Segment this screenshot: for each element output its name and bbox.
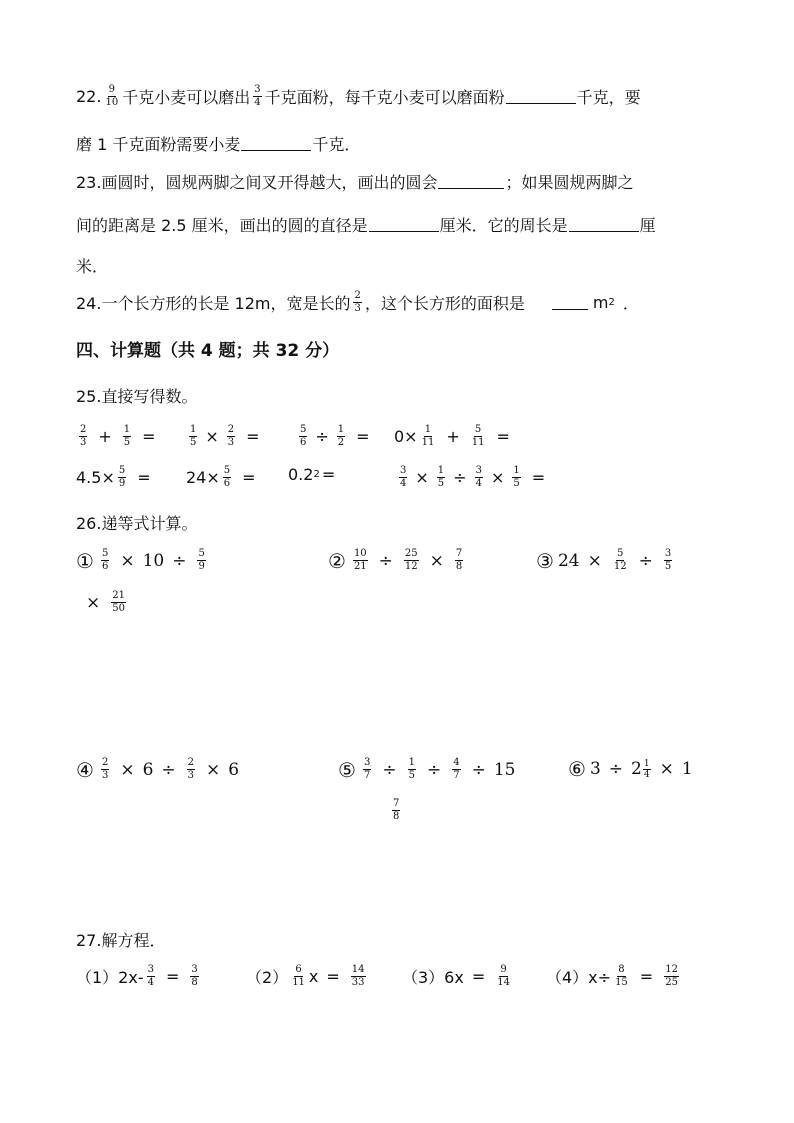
numerator: 10 <box>353 548 367 559</box>
denominator: 33 <box>351 977 365 988</box>
math-token: 4.5× <box>76 468 115 487</box>
numerator: 8 <box>618 964 625 975</box>
question-text: 千克小麦可以磨出 <box>122 88 251 107</box>
math-token: × <box>120 759 135 780</box>
numerator: 1 <box>337 424 345 435</box>
section-heading: 四、计算题（共 4 题；共 32 分） <box>76 341 340 361</box>
fraction <box>363 757 371 782</box>
math-token: × <box>120 550 135 571</box>
numerator: 1 <box>190 424 197 435</box>
math-token: ÷ <box>161 759 176 780</box>
math-token: 2 <box>313 469 320 480</box>
denominator: 3 <box>227 437 235 448</box>
math-token: = <box>137 468 151 487</box>
numerator: 1 <box>424 424 432 435</box>
math-token: ÷ <box>471 759 486 780</box>
math-token: = <box>321 465 336 484</box>
q26-problem-1 <box>76 548 209 573</box>
item-marker: ① <box>76 548 94 573</box>
math-token: = <box>142 427 156 446</box>
math-token: × <box>587 550 602 571</box>
fraction <box>337 424 345 449</box>
unit-exponent: 2 <box>608 297 615 308</box>
denominator: 12 <box>613 561 627 572</box>
math-token: = <box>242 468 256 487</box>
denominator: 4 <box>400 478 407 489</box>
answer-blank[interactable] <box>438 174 504 189</box>
fraction <box>197 548 205 573</box>
answer-blank[interactable] <box>552 295 588 310</box>
math-token: ÷ <box>426 759 442 780</box>
q25-row2-a <box>76 465 159 490</box>
math-token: （3）6x <box>402 968 464 987</box>
question-text: 米． <box>76 257 109 276</box>
denominator: 50 <box>112 603 125 614</box>
question-text: 23.画圆时，圆规两脚之间叉开得越大，画出的圆会 <box>76 173 438 192</box>
answer-blank[interactable] <box>369 217 439 232</box>
punctuation: ． <box>622 294 639 313</box>
answer-blank[interactable] <box>569 217 639 232</box>
fraction <box>299 424 307 449</box>
numerator: 21 <box>112 590 125 601</box>
denominator: 14 <box>497 977 510 988</box>
denominator: 11 <box>292 977 305 988</box>
math-token: = <box>356 427 370 446</box>
numerator: 3 <box>254 84 261 95</box>
math-token: = <box>531 468 546 487</box>
math-token: = <box>246 427 260 446</box>
q26-problem-5-cont <box>389 798 403 823</box>
math-token: × <box>429 550 444 571</box>
math-token: = <box>471 967 486 986</box>
numerator: 9 <box>500 964 507 975</box>
numerator: 5 <box>198 548 205 559</box>
q26-problem-2 <box>328 548 466 573</box>
q26-problem-1-cont <box>86 590 129 615</box>
fraction <box>147 964 155 989</box>
q23-line2 <box>76 213 656 236</box>
math-token: × <box>206 759 221 780</box>
numerator: 3 <box>400 465 407 476</box>
math-token: + <box>98 427 112 446</box>
q27-equation-3 <box>402 964 514 989</box>
denominator: 12 <box>404 561 418 572</box>
q26-problem-5 <box>338 757 515 782</box>
math-token: x <box>308 967 319 986</box>
fraction <box>399 465 407 490</box>
question-text: 间的距离是 2.5 厘米，画出的圆的直径是 <box>76 216 368 235</box>
math-token: 0.2 <box>288 465 314 484</box>
question-text: 千克面粉，每千克小麦可以磨面粉 <box>264 88 505 107</box>
denominator: 25 <box>665 977 678 988</box>
numerator: 2 <box>101 757 109 768</box>
item-marker: ④ <box>76 757 94 782</box>
question-number: 22. <box>76 87 102 106</box>
q27-title: 27.解方程． <box>76 931 166 950</box>
numerator: 12 <box>665 964 678 975</box>
denominator: 7 <box>363 770 371 781</box>
q26-problem-4 <box>76 757 239 782</box>
q27-equation-2 <box>246 964 369 989</box>
fraction <box>452 757 460 782</box>
question-text: ；如果圆规两脚之 <box>505 173 634 192</box>
question-text: 千克． <box>312 135 361 154</box>
denominator: 9 <box>118 478 126 489</box>
numerator: 9 <box>108 84 115 95</box>
q25-title: 25.直接写得数。 <box>76 387 198 406</box>
numerator: 1 <box>513 465 520 476</box>
question-text: 厘 <box>639 216 656 235</box>
fraction <box>392 798 400 823</box>
math-token: 1 <box>681 759 693 779</box>
q23-line1 <box>76 170 633 193</box>
numerator: 5 <box>474 424 482 435</box>
numerator: 5 <box>101 548 109 559</box>
math-token: 3 <box>589 759 601 779</box>
fraction <box>291 964 306 989</box>
item-marker: ③ <box>536 548 554 573</box>
numerator: 5 <box>118 465 126 476</box>
fraction <box>496 964 511 989</box>
numerator: 3 <box>191 964 198 975</box>
q26-problem-6 <box>568 757 693 781</box>
numerator: 6 <box>295 964 302 975</box>
q25-row1-a <box>76 424 164 449</box>
numerator: 2 <box>187 757 195 768</box>
q27-equation-4 <box>546 964 682 989</box>
fraction <box>437 465 445 490</box>
math-token: （2） <box>246 968 289 987</box>
denominator: 7 <box>453 770 460 781</box>
math-token: 6 <box>228 759 240 780</box>
numerator: 3 <box>147 964 154 975</box>
denominator: 8 <box>455 561 463 572</box>
math-token: 24 <box>557 550 580 571</box>
fraction <box>123 424 131 449</box>
numerator: 14 <box>351 964 365 975</box>
fraction <box>101 757 109 782</box>
denominator: 6 <box>223 478 231 489</box>
math-token: × <box>205 427 219 446</box>
denominator: 11 <box>421 437 435 448</box>
fraction <box>189 424 197 449</box>
fraction <box>614 964 629 989</box>
fraction <box>353 548 368 573</box>
denominator: 5 <box>513 478 520 489</box>
fraction <box>455 548 463 573</box>
fraction <box>664 964 679 989</box>
math-token: ÷ <box>453 468 467 487</box>
fraction <box>664 548 672 573</box>
math-token: × <box>86 592 101 613</box>
numerator: 1 <box>123 424 131 435</box>
denominator: 3 <box>101 770 109 781</box>
math-token: × <box>415 468 429 487</box>
denominator: 4 <box>643 769 650 780</box>
numerator: 2 <box>80 424 87 435</box>
fraction <box>351 964 366 989</box>
denominator: 15 <box>615 977 628 988</box>
math-token: ÷ <box>382 759 397 780</box>
denominator: 5 <box>123 437 131 448</box>
numerator: 7 <box>393 798 400 809</box>
math-token: （4）x÷ <box>546 968 612 987</box>
math-token: + <box>446 427 460 446</box>
numerator: 3 <box>475 465 482 476</box>
fraction <box>223 465 231 490</box>
numerator: 3 <box>664 548 672 559</box>
fraction <box>471 424 486 449</box>
denominator: 5 <box>190 437 197 448</box>
answer-blank[interactable] <box>506 89 576 104</box>
math-token: ÷ <box>638 550 653 571</box>
fraction <box>421 424 436 449</box>
answer-blank[interactable] <box>241 136 311 151</box>
q23-line3 <box>76 254 108 277</box>
fraction <box>408 757 416 782</box>
fraction <box>643 759 651 780</box>
denominator: 3 <box>354 303 361 314</box>
math-token: × <box>490 468 505 487</box>
fraction <box>227 424 235 449</box>
unit: m <box>592 293 609 312</box>
numerator: 4 <box>453 757 460 768</box>
question-text: 24.一个长方形的长是 12m，宽是长的 <box>76 294 351 313</box>
question-text: 千克，要 <box>576 88 641 107</box>
denominator: 3 <box>80 437 87 448</box>
math-token: 10 <box>142 550 165 571</box>
question-text: ，这个长方形的面积是 <box>364 294 525 313</box>
denominator: 5 <box>408 770 415 781</box>
math-token: 2 <box>631 759 642 779</box>
fraction <box>475 465 483 490</box>
mixed-number <box>631 759 652 780</box>
q25-row1-c <box>296 424 378 449</box>
math-token: 0× <box>394 427 418 446</box>
math-token: ÷ <box>608 759 624 779</box>
math-token: ÷ <box>172 550 187 571</box>
math-token: ÷ <box>315 427 329 446</box>
fraction <box>404 548 419 573</box>
denominator: 9 <box>198 561 205 572</box>
numerator: 5 <box>617 548 624 559</box>
math-token: × <box>659 759 674 779</box>
q25-row2-d <box>396 465 553 490</box>
denominator: 21 <box>353 561 367 572</box>
fraction <box>253 84 261 109</box>
denominator: 8 <box>191 977 198 988</box>
denominator: 3 <box>187 770 195 781</box>
math-token: = <box>326 967 340 986</box>
q25-row1-d <box>394 424 518 449</box>
math-token: 6 <box>142 759 154 780</box>
numerator: 3 <box>363 757 371 768</box>
fraction <box>111 590 126 615</box>
denominator: 4 <box>475 478 482 489</box>
denominator: 5 <box>664 561 672 572</box>
numerator: 2 <box>354 290 361 301</box>
denominator: 6 <box>300 437 307 448</box>
numerator: 1 <box>437 465 445 476</box>
numerator: 1 <box>408 757 415 768</box>
item-marker: ⑥ <box>568 757 586 781</box>
math-token: （1）2x- <box>76 968 144 987</box>
numerator: 1 <box>643 758 650 769</box>
q25-row2-c <box>288 465 335 484</box>
item-marker: ② <box>328 548 346 573</box>
denominator: 6 <box>101 561 109 572</box>
denominator: 5 <box>437 478 445 489</box>
math-token: ÷ <box>378 550 393 571</box>
denominator: 2 <box>337 437 345 448</box>
math-token: 15 <box>493 759 516 780</box>
q25-row1-b <box>186 424 268 449</box>
q22-line1 <box>76 84 641 109</box>
denominator: 10 <box>105 97 119 108</box>
q26-problem-3 <box>536 548 675 573</box>
q26-title: 26.递等式计算。 <box>76 514 198 533</box>
denominator: 11 <box>471 437 485 448</box>
fraction <box>118 465 126 490</box>
question-text: 厘米．它的周长是 <box>439 216 568 235</box>
math-token: 24× <box>186 468 220 487</box>
numerator: 5 <box>223 465 231 476</box>
fraction <box>187 757 195 782</box>
q24-line <box>76 290 639 315</box>
denominator: 4 <box>147 977 154 988</box>
question-text: 磨 1 千克面粉需要小麦 <box>76 135 241 154</box>
denominator: 8 <box>393 811 400 822</box>
q25-row2-b <box>186 465 264 490</box>
fraction <box>190 964 198 989</box>
fraction <box>104 84 119 109</box>
numerator: 7 <box>455 548 463 559</box>
fraction <box>101 548 109 573</box>
math-token: = <box>165 967 180 986</box>
fraction <box>353 290 361 315</box>
fraction <box>613 548 628 573</box>
math-token: = <box>639 967 654 986</box>
fraction <box>79 424 87 449</box>
numerator: 25 <box>404 548 418 559</box>
denominator: 4 <box>254 97 261 108</box>
math-token: = <box>496 427 510 446</box>
numerator: 2 <box>227 424 235 435</box>
fraction <box>512 465 520 490</box>
q27-equation-1 <box>76 964 202 989</box>
numerator: 5 <box>300 424 307 435</box>
item-marker: ⑤ <box>338 757 356 782</box>
q22-line2 <box>76 132 360 155</box>
